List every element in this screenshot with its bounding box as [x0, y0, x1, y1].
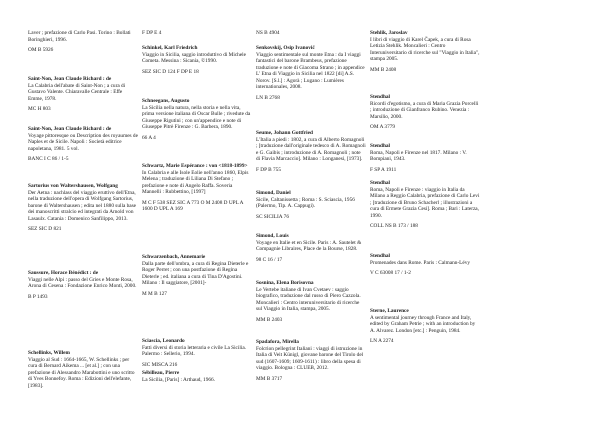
entry — [256, 130, 366, 173]
call-number: MC H 803 — [28, 106, 51, 112]
entry — [370, 30, 480, 73]
entry-author: Simond, Louis — [256, 233, 289, 239]
call-number: M M B 127 — [142, 290, 167, 297]
entry — [370, 308, 480, 345]
entry-author: Saint-Non, Jean Claude Richard : de — [28, 76, 112, 82]
entry-author: Schellinks, Willem — [28, 350, 70, 356]
entry — [256, 233, 366, 263]
call-number: COLL NS B 173 / 188 — [370, 223, 418, 229]
call-number: LN B 2768 — [256, 94, 280, 101]
entry — [256, 339, 366, 382]
entry-description: Roma, Napoli e Firenze : viaggio in Italia da Milano a Reggio Calabria, prefazione di Carlo Levi ; [traduzione di Bruno Schacherl ; illustrazioni a cura di Ermete Grazia Cesi]. Roma ; Bari : Laterza, 1990. — [370, 186, 480, 219]
entry — [370, 143, 480, 173]
call-number: SIC MISCA 216 — [142, 361, 178, 368]
entry-author: Spadafora, Mirella — [256, 339, 299, 345]
call-number: F DP B 755 — [256, 166, 281, 173]
entry-author: Schwartz, Marie Espérance : von <1818-1899> — [142, 163, 248, 169]
call-number: F SP A 1911 — [370, 166, 397, 173]
entry-description: La Sicilia nella natura, nella storia e nella vita, prima versione italiana di Oscar Bulle ; rivedute da Giuseppe Rigutini ; con un'appendice e note di Giuseppe Pitrè Firenze : G. Barbera, 1890. — [142, 104, 251, 130]
entry-description: L'Italia a piedi : 1802, a cura di Alberto Romagnoli ; [traduzione dall'originale tedesco di A. Romagnoli e G. Gaibis ; introduzione di A. Romagnoli ; note di Flavia Marcaccio]. Milano : Longanesi, [1973]. — [256, 136, 366, 162]
entry — [142, 98, 252, 141]
entry-description: Viaggio al Sud : 1664-1665, W. Schellinks ; per cura di Bernard Aikema ... [et al.] ; con una prefazione di Alessandro Marabottini e uno scritto di Yves Bonnefoy. Roma : Edizioni dell'elefante, [1983]. — [28, 356, 135, 389]
entry — [28, 183, 138, 233]
entry-author: Simond, Daniel — [256, 190, 291, 196]
entry-description: Dalla parte dell'ombra, a cura di Regina Dieterle e Roger Perret ; con una postfazione di Regina Dieterle ; ed. italiana a cura di Tina D'Agostini. Milano : Il saggiatore, [2001]- — [142, 260, 249, 286]
entry-description: Ricordi d'egotismo, a cura di Maria Grazia Porcelli ; introduzione di Gianfranco Rubino. Venezia : Marsilio, 2000. — [370, 100, 479, 120]
entry-author: Stendhal — [370, 180, 391, 186]
entry-author: Sosnina, Elena Borisovna — [256, 280, 314, 286]
call-number: B P 1493 — [28, 293, 48, 300]
entry — [28, 76, 138, 113]
entry-description: La Sicilia, [Paris] : Arthaud, 1966. — [142, 376, 215, 383]
entry-author: Sébilleau, Pierre — [142, 370, 180, 376]
entry-description: Der Aetna : nachlass del viaggio eruttivo dell'Etna, nella traduzione dell'opera di Wolfgang Sartorius, barone di Waltershausen ; edita nel 1880 sulla base dei manoscritti stralcio ed integrati da Arnold von Lasaulx. Catania : Domenico Sanfilippo, 2013. — [28, 189, 137, 222]
entry — [370, 94, 480, 131]
entry — [28, 126, 138, 163]
entry-description: In Calabria e alle Isole Eolie nell'anno 1860, Elpis Melena ; traduzione di Liliana Di Stefano ; prefazione e note di Angelo Raffa. Soveria Mannelli : Rubbettino, [1997] — [142, 169, 249, 195]
entry-author: Schneegans, Augusto — [142, 98, 190, 104]
entry-author: Saussure, Horace Bénédict : de — [28, 270, 99, 276]
call-number: 98 C 16 / 17 — [256, 256, 283, 263]
entry-description: A sentimental journey through France and Italy, edited by Graham Petrie ; with an introduction by A. Alvarez. London [etc.] : Penguin, 1984. — [370, 314, 476, 334]
entry-author: Senkovskij, Osip Ivanovič — [256, 45, 315, 51]
entry — [142, 30, 252, 37]
entry-description: Viaggio sentimentale sul monte Etna : da I viaggi fantastici del barone Brambeus, prefazione traduzione e note di Giacoma Strano ; in appendice L' Etna di Viaggio in Sicilia nel 1822 [di] A.S. Norov. [S.l.] : Agorà ; Lugano : Lumières internationales, 2008. — [256, 51, 365, 90]
call-number: MM B 3717 — [256, 375, 283, 382]
call-number: M C F 538 SEZ SIC A 773 O M 2408 D UPL A 1600 D UPL A 169 — [142, 199, 244, 212]
entry-description: Sicile, Caltanissetta ; Roma : S. Sciascia, 1956 (Palermo, Tip. A. Cappugi). — [256, 196, 355, 209]
call-number: F DP E 4 — [142, 30, 162, 36]
entry-author: Schwarzenbach, Annemarie — [142, 254, 206, 260]
call-number: OM B 5926 — [28, 47, 54, 53]
entry-author: Sterne, Laurence — [370, 308, 409, 314]
entry — [370, 253, 480, 277]
entry-description: Viaggio in Sicilia, saggio introduttivo di Michele Cometa. Messina : Sicania, ©1990. — [142, 51, 246, 64]
call-number: MM B 2408 — [370, 66, 397, 73]
entry-author: Stendhal — [370, 94, 391, 100]
entry-author: Seume, Johann Gottfried — [256, 130, 313, 136]
entry — [28, 30, 138, 54]
call-number: LN A 2274 — [370, 338, 394, 344]
entry-description: Voyage en Italie et en Sicile. Paris : A. Sautelet & Compagnie Libraires, Place de la Bourse, 1828. — [256, 239, 362, 252]
call-number: MM B 2403 — [256, 316, 283, 323]
entry — [142, 254, 252, 297]
call-number: BANC I C 86 / 1-5 — [28, 156, 69, 162]
entry-description: Viaggi nelle Alpi : passo del Gries e Monte Rosa, Arona di Cesena : Fondazione Enrico Monti, 2000. — [28, 276, 137, 289]
call-number: 66 A 4 — [142, 134, 156, 141]
entry-author: Stendhal — [370, 143, 391, 149]
entry — [28, 350, 138, 389]
entry-description: Roma, Napoli e Firenze nel 1817. Milano : V. Bompiani, 1943. — [370, 149, 467, 162]
call-number: SEZ SIC D 821 — [28, 226, 62, 232]
entry — [256, 280, 366, 323]
entry — [28, 270, 138, 300]
entry-description: La Calabria dell'abate di Saint-Non ; a cura di Gustavo Valente. Chiaravalle Centrale : Effe Emme, 1978. — [28, 82, 126, 102]
entry — [256, 190, 366, 220]
entry — [142, 45, 252, 75]
entry — [142, 370, 252, 383]
entry-description: Folcrion pellegrint Italiani : viaggi di istruzione in Italia di Veit Künigl, giovane barone del Tirolo del sud (1607-1609; 1609-1611) : libro della spesa di viaggio. Bologna : CLUEB, 2012. — [256, 345, 364, 371]
entry-description: I libri di viaggio di Karel Čapek, a cura di Rosa Letizia Stehlik. Moncalieri : Centro Interuniversitario di ricerche sul "Viaggio in Italia", stampa 2005. — [370, 36, 480, 62]
entry — [256, 45, 366, 101]
call-number: OM A 3779 — [370, 124, 396, 130]
call-number: V C 63008 17 / 1-2 — [370, 270, 411, 276]
entry-author: Stendhal — [370, 253, 391, 259]
entry-author: Schinkel, Karl Friedrich — [142, 45, 198, 51]
entry-description: Promenades dans Rome. Paris : Calmann-Lévy — [370, 259, 471, 266]
call-number: SC SICILIA 76 — [256, 213, 289, 220]
entry-description: Le Vertebe italiane di Ivan Cvetaev : saggio biografico, traduzione dal russo di Piero Cazzola. Moncalieri : Centro interuniversitario di ricerche sul Viaggio in Italia, stampa, 2005. — [256, 286, 361, 312]
entry-description: Laver ; prefazione di Carlo Pasi. Torino : Bollati Boringhieri, 1996. — [28, 30, 131, 43]
entry — [142, 338, 252, 368]
entry — [142, 163, 252, 213]
entry-description: Voyage pittoresque ou Description des royaumes de Naples et de Sicile. Napoli : Società editrice napoletana, 1981. 5 vol. — [28, 132, 138, 152]
entry — [370, 180, 480, 230]
entry — [256, 30, 366, 37]
entry-author: Stehlik, Jaroslav — [370, 30, 408, 36]
entry-description: Fatti diversi di storia letteraria e civile La Sicilia. Palermo : Sellerio, 1994. — [142, 344, 246, 357]
entry-author: Sartorius von Waltershausen, Wolfgang — [28, 183, 118, 189]
entry-author: Saint-Non, Jean Claude Richard : de — [28, 126, 112, 132]
entry-author: Sciascia, Leonardo — [142, 338, 185, 344]
call-number: NS B 4904 — [256, 30, 280, 36]
call-number: SEZ SIC D 124 F DP E 18 — [142, 68, 199, 75]
